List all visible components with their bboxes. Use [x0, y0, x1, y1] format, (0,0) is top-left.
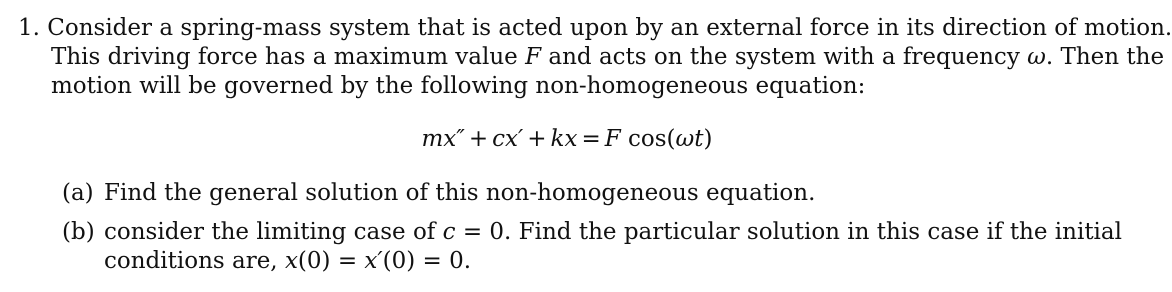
part-b-ic-mid: (0) =: [297, 248, 358, 274]
problem-line-2: [51, 43, 1164, 72]
eq-term-cx: cx′: [492, 126, 524, 152]
part-a: [62, 179, 815, 208]
eq-term-kx: kx: [550, 126, 578, 152]
part-b-line-2: [104, 247, 471, 276]
problem-number: 1.: [18, 15, 40, 41]
part-b-label: (b): [62, 219, 95, 245]
problem-text-line-2c: . Then the: [1045, 44, 1165, 70]
eq-rhs-F: F: [604, 126, 621, 152]
part-b-var-c: c: [442, 219, 456, 245]
problem-text-line-2b: and acts on the system with a frequency: [548, 44, 1020, 70]
part-a-label: (a): [62, 180, 94, 206]
part-b-ic-xprime: x′: [364, 248, 383, 274]
problem-text-line-1: Consider a spring-mass system that is acted upon by an external force in its direction of motion.: [47, 15, 1172, 41]
eq-term-mx: mx″: [421, 126, 465, 152]
part-b-conditions-label: conditions are,: [104, 248, 278, 274]
problem-text-line-2a: This driving force has a maximum value: [51, 44, 518, 70]
part-a-text: Find the general solution of this non-homogeneous equation.: [104, 180, 816, 206]
eq-plus-2: +: [527, 126, 547, 152]
part-b-text-b: = 0. Find the particular solution in this case if the initial: [462, 219, 1122, 245]
eq-rhs-close: ): [703, 126, 713, 152]
math-symbol-omega: ω: [1027, 44, 1046, 70]
eq-equals: =: [581, 126, 601, 152]
eq-rhs-arg: ωt: [675, 126, 704, 152]
part-b-ic-end: (0) = 0.: [382, 248, 472, 274]
eq-plus-1: +: [468, 126, 489, 152]
part-b-text-a: consider the limiting case of: [104, 219, 436, 245]
part-b-ic-x: x: [284, 248, 298, 274]
problem-line-3: [51, 72, 865, 101]
display-equation: [0, 124, 1134, 154]
problem-text-line-3: motion will be governed by the following non-homogeneous equation:: [51, 73, 866, 99]
math-symbol-F: F: [525, 44, 542, 70]
part-b-line-1: [62, 218, 1122, 247]
problem-line-1: [18, 14, 1172, 43]
eq-rhs-cos: cos(: [628, 126, 676, 152]
